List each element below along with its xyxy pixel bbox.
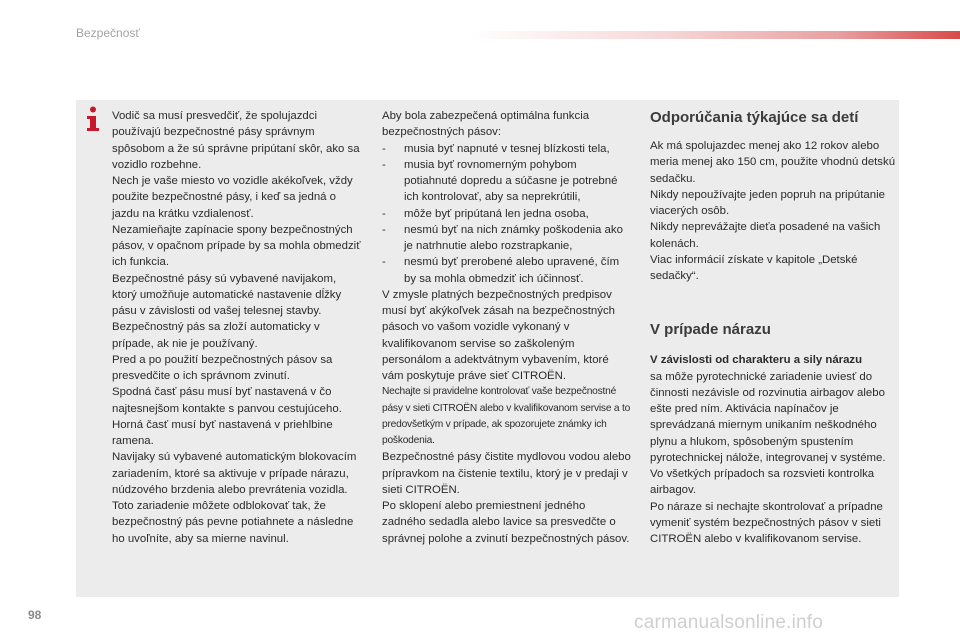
list-item: - nesmú byť prerobené alebo upravené, čím by sa mohla obmedziť ich účinnosť. — [382, 254, 632, 287]
list-item: - môže byť pripútaná len jedna osoba, — [382, 206, 632, 222]
middle-column — [382, 108, 632, 547]
belt-intro: Aby bola zabezpečená optimálna funkcia bezpečnostných pásov: — [382, 110, 590, 139]
watermark: carmanualsonline.info — [634, 612, 824, 633]
page-number: 98 — [28, 608, 42, 622]
impact-heading: V prípade nárazu — [650, 321, 771, 339]
info-column — [112, 108, 362, 547]
cleaning-paragraph: Bezpečnostné pásy čistite mydlovou vodou alebo prípravkom na čistenie textilu, ktorý je v predaji v sieti CITROËN. — [382, 451, 631, 496]
seat-paragraph: Po sklopení alebo premiestnení jedného zadného sedadla alebo lavice sa presvedčte o správnej polohe a zvinutí bezpečnostných pásov. — [382, 500, 630, 545]
info-paragraph: Bezpečnostné pásy sú vybavené navijakom, ktorý umožňuje automatické nastavenie dĺžky pásu v závislosti od vašej telesnej stavby. Bezpečnostný pás sa zloží automaticky v prípade, ak nie je používaný. — [112, 272, 342, 350]
modifications-paragraph: V zmysle platných bezpečnostných predpisov musí byť akýkoľvek zásah na bezpečnostných pásoch vo vašom vozidle vykonaný v kvalifikovanom servise so zaškoleným personálom a adektvátnym vybavením, ktoré vám poskytuje práve sieť CITROËN. — [382, 288, 615, 382]
impact-bold-lead: V závislosti od charakteru a sily nárazu — [650, 354, 863, 367]
impact-paragraph: Po náraze si nechajte skontrolovať a prípadne vymeniť systém bezpečnostných pásov v sieti CITROËN alebo v kvalifikovanom servise. — [650, 500, 883, 545]
children-heading: Odporúčania týkajúce sa detí — [650, 109, 859, 126]
section-title: Bezpečnosť — [76, 26, 140, 40]
info-paragraph: Nezamieňajte zapínacie spony bezpečnostných pásov, v opačnom prípade by sa mohla obmedziť ich funkcia. — [112, 223, 361, 269]
impact-paragraph: Vo všetkých prípadoch sa rozsvieti kontrolka airbagov. — [650, 468, 875, 497]
right-column — [650, 108, 900, 547]
info-paragraph: Navijaky sú vybavené automatickým blokovacím zariadením, ktoré sa aktivuje v prípade nárazu, núdzového brzdenia alebo prevrátenia vozidla. Toto zariadenie môžete odblokovať tak, že bezpečnostný pás pevne potiahnete a následne ho uvoľníte, aby sa mierne navinul. — [112, 451, 357, 545]
impact-lead-paragraph — [650, 352, 900, 466]
list-item: - musia byť rovnomerným pohybom potiahnuté dopredu a súčasne je potrebné ich kontrolovať, aby sa neprekrútili, — [382, 157, 632, 206]
info-paragraph: Spodná časť pásu musí byť nastavená v čo najtesnejšom kontakte s panvou cestujúceho. — [112, 386, 342, 415]
children-paragraph: Viac informácií získate v kapitole „Detské sedačky“. — [650, 253, 858, 282]
info-paragraph: Vodič sa musí presvedčiť, že spolujazdci používajú bezpečnostné pásy správnym spôsobom a že sú správne pripútaní skôr, ako sa vozidlo rozbehne. — [112, 110, 360, 171]
info-paragraph: Nech je vaše miesto vo vozidle akékoľvek, vždy použite bezpečnostné pásy, i keď sa jedná o jazdu na krátku vzdialenosť. — [112, 175, 353, 220]
header-decor-bar — [470, 31, 960, 39]
list-item: - musia byť napnuté v tesnej blízkosti tela, — [382, 141, 632, 157]
inspection-note: Nechajte si pravidelne kontrolovať vaše bezpečnostné pásy v sieti CITROËN alebo v kvalifikovanom servise a to predovšetkým v prípade, ak spozorujete známky ich poškodenia. — [382, 386, 631, 446]
children-paragraph: Ak má spolujazdec menej ako 12 rokov alebo meria menej ako 150 cm, použite vhodnú detskú sedačku. — [650, 140, 896, 185]
info-paragraph: Horná časť musí byť nastavená v priehlbine ramena. — [112, 418, 333, 447]
belt-requirements-list — [382, 141, 632, 287]
children-paragraph: Nikdy neprevážajte dieťa posadené na vašich kolenách. — [650, 221, 881, 250]
impact-lead-text: sa môže pyrotechnické zariadenie uviesť do činnosti nezávisle od rozvinutia airbagov alebo ešte pred ním. Aktivácia napínačov je sprevádzaná miernym unikaním neškodného plynu a hlukom, spôsobeným spustením pyrotechnickej náložе, integrovanej v systéme. — [650, 370, 886, 464]
list-item: - nesmú byť na nich známky poškodenia ako je natrhnutie alebo rozstrapkanie, — [382, 222, 632, 255]
info-icon — [84, 106, 102, 132]
children-paragraph: Nikdy nepoužívajte jeden popruh na pripútanie viacerých osôb. — [650, 188, 885, 217]
info-paragraph: Pred a po použití bezpečnostných pásov sa presvedčite o ich správnom zvinutí. — [112, 353, 333, 382]
